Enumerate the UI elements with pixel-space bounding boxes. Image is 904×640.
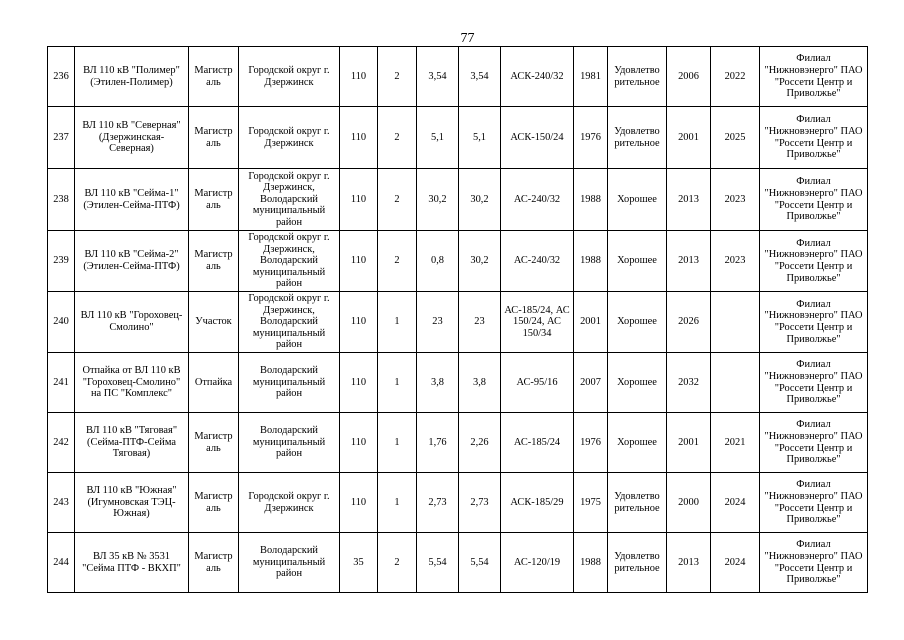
cell-type: Магистр аль — [189, 231, 239, 292]
cell-year: 2001 — [574, 292, 608, 353]
cell-num: 240 — [48, 292, 75, 353]
cell-name: ВЛ 110 кВ "Тяговая" (Сейма-ПТФ-Сейма Тяговая) — [75, 413, 189, 473]
cell-owner: Филиал "Нижновэнерго" ПАО "Россети Центр и Приволжье" — [760, 107, 868, 169]
cell-state: Хорошее — [608, 353, 667, 413]
cell-length-2: 3,54 — [459, 47, 501, 107]
cell-type: Магистр аль — [189, 169, 239, 231]
cell-name: Отпайка от ВЛ 110 кВ "Гороховец-Смолино" на ПС "Комплекс" — [75, 353, 189, 413]
cell-length-2: 2,73 — [459, 473, 501, 533]
cell-year: 1981 — [574, 47, 608, 107]
cell-voltage: 110 — [340, 413, 378, 473]
cell-year: 1988 — [574, 169, 608, 231]
cell-year-2 — [711, 292, 760, 353]
cell-length-1: 0,8 — [417, 231, 459, 292]
cell-circuits: 1 — [378, 292, 417, 353]
cell-num: 244 — [48, 533, 75, 593]
cell-location: Городской округ г. Дзержинск, Володарский муниципальный район — [239, 231, 340, 292]
cell-year-1: 2000 — [667, 473, 711, 533]
cell-year-2: 2023 — [711, 231, 760, 292]
cell-location: Володарский муниципальный район — [239, 413, 340, 473]
cell-location: Городской округ г. Дзержинск — [239, 473, 340, 533]
cell-year-2: 2023 — [711, 169, 760, 231]
cell-circuits: 2 — [378, 533, 417, 593]
cell-length-1: 3,8 — [417, 353, 459, 413]
cell-state: Удовлетво рительное — [608, 107, 667, 169]
cell-voltage: 110 — [340, 47, 378, 107]
cell-location: Городской округ г. Дзержинск, Володарский муниципальный район — [239, 169, 340, 231]
cell-length-2: 5,54 — [459, 533, 501, 593]
cell-num: 243 — [48, 473, 75, 533]
cell-circuits: 1 — [378, 353, 417, 413]
cell-owner: Филиал "Нижновэнерго" ПАО "Россети Центр и Приволжье" — [760, 473, 868, 533]
cell-circuits: 2 — [378, 47, 417, 107]
cell-num: 237 — [48, 107, 75, 169]
cell-wire: АС-95/16 — [501, 353, 574, 413]
cell-owner: Филиал "Нижновэнерго" ПАО "Россети Центр и Приволжье" — [760, 413, 868, 473]
cell-length-2: 5,1 — [459, 107, 501, 169]
cell-wire: АСК-150/24 — [501, 107, 574, 169]
cell-length-2: 3,8 — [459, 353, 501, 413]
cell-year-1: 2013 — [667, 169, 711, 231]
cell-wire: АС-185/24 — [501, 413, 574, 473]
cell-location: Городской округ г. Дзержинск — [239, 47, 340, 107]
cell-length-1: 23 — [417, 292, 459, 353]
cell-year: 1976 — [574, 107, 608, 169]
cell-year-2: 2022 — [711, 47, 760, 107]
cell-name: ВЛ 110 кВ "Южная" (Игумновская ТЭЦ-Южная) — [75, 473, 189, 533]
cell-year: 2007 — [574, 353, 608, 413]
cell-location: Городской округ г. Дзержинск — [239, 107, 340, 169]
cell-year-1: 2026 — [667, 292, 711, 353]
table-row — [48, 533, 868, 593]
cell-state: Хорошее — [608, 169, 667, 231]
table-row — [48, 473, 868, 533]
cell-year-1: 2001 — [667, 413, 711, 473]
cell-owner: Филиал "Нижновэнерго" ПАО "Россети Центр и Приволжье" — [760, 292, 868, 353]
cell-type: Магистр аль — [189, 413, 239, 473]
cell-name: ВЛ 110 кВ "Гороховец-Смолино" — [75, 292, 189, 353]
cell-voltage: 110 — [340, 169, 378, 231]
cell-type: Магистр аль — [189, 107, 239, 169]
cell-year-1: 2013 — [667, 231, 711, 292]
cell-length-2: 2,26 — [459, 413, 501, 473]
cell-voltage: 110 — [340, 292, 378, 353]
cell-year: 1975 — [574, 473, 608, 533]
cell-owner: Филиал "Нижновэнерго" ПАО "Россети Центр и Приволжье" — [760, 169, 868, 231]
cell-year-2: 2021 — [711, 413, 760, 473]
cell-state: Хорошее — [608, 292, 667, 353]
cell-owner: Филиал "Нижновэнерго" ПАО "Россети Центр и Приволжье" — [760, 533, 868, 593]
cell-year-1: 2006 — [667, 47, 711, 107]
table-row — [48, 413, 868, 473]
cell-length-1: 1,76 — [417, 413, 459, 473]
cell-location: Володарский муниципальный район — [239, 533, 340, 593]
cell-year-2: 2025 — [711, 107, 760, 169]
cell-type: Магистр аль — [189, 533, 239, 593]
cell-name: ВЛ 110 кВ "Полимер" (Этилен-Полимер) — [75, 47, 189, 107]
cell-num: 241 — [48, 353, 75, 413]
page-number: 77 — [460, 31, 475, 46]
cell-length-1: 30,2 — [417, 169, 459, 231]
table-row — [48, 169, 868, 231]
cell-type: Магистр аль — [189, 473, 239, 533]
cell-wire: АС-185/24, АС 150/24, АС 150/34 — [501, 292, 574, 353]
cell-length-1: 2,73 — [417, 473, 459, 533]
cell-name: ВЛ 110 кВ "Северная" (Дзержинская-Северная) — [75, 107, 189, 169]
table-row — [48, 353, 868, 413]
cell-location: Городской округ г. Дзержинск, Володарский муниципальный район — [239, 292, 340, 353]
cell-year-1: 2032 — [667, 353, 711, 413]
cell-name: ВЛ 35 кВ № 3531 "Сейма ПТФ - ВКХП" — [75, 533, 189, 593]
cell-year: 1988 — [574, 231, 608, 292]
cell-year-2: 2024 — [711, 533, 760, 593]
cell-owner: Филиал "Нижновэнерго" ПАО "Россети Центр и Приволжье" — [760, 231, 868, 292]
cell-length-1: 5,54 — [417, 533, 459, 593]
cell-circuits: 2 — [378, 169, 417, 231]
cell-state: Хорошее — [608, 413, 667, 473]
cell-num: 238 — [48, 169, 75, 231]
cell-voltage: 35 — [340, 533, 378, 593]
cell-length-1: 3,54 — [417, 47, 459, 107]
cell-circuits: 1 — [378, 473, 417, 533]
cell-voltage: 110 — [340, 353, 378, 413]
cell-type: Магистр аль — [189, 47, 239, 107]
cell-voltage: 110 — [340, 231, 378, 292]
table-row — [48, 47, 868, 107]
cell-state: Удовлетво рительное — [608, 533, 667, 593]
cell-year: 1988 — [574, 533, 608, 593]
cell-num: 242 — [48, 413, 75, 473]
table-row — [48, 231, 868, 292]
cell-year-2: 2024 — [711, 473, 760, 533]
cell-state: Удовлетво рительное — [608, 47, 667, 107]
table-row — [48, 107, 868, 169]
cell-voltage: 110 — [340, 107, 378, 169]
cell-wire: АСК-185/29 — [501, 473, 574, 533]
power-lines-table — [47, 46, 868, 593]
cell-type: Участок — [189, 292, 239, 353]
cell-wire: АС-240/32 — [501, 231, 574, 292]
cell-num: 236 — [48, 47, 75, 107]
cell-owner: Филиал "Нижновэнерго" ПАО "Россети Центр и Приволжье" — [760, 47, 868, 107]
cell-year-2 — [711, 353, 760, 413]
cell-length-1: 5,1 — [417, 107, 459, 169]
cell-circuits: 2 — [378, 231, 417, 292]
cell-year: 1976 — [574, 413, 608, 473]
cell-circuits: 2 — [378, 107, 417, 169]
cell-state: Хорошее — [608, 231, 667, 292]
cell-type: Отпайка — [189, 353, 239, 413]
cell-owner: Филиал "Нижновэнерго" ПАО "Россети Центр и Приволжье" — [760, 353, 868, 413]
cell-length-2: 30,2 — [459, 231, 501, 292]
cell-num: 239 — [48, 231, 75, 292]
cell-year-1: 2013 — [667, 533, 711, 593]
cell-circuits: 1 — [378, 413, 417, 473]
cell-state: Удовлетво рительное — [608, 473, 667, 533]
cell-name: ВЛ 110 кВ "Сейма-2" (Этилен-Сейма-ПТФ) — [75, 231, 189, 292]
cell-wire: АС-120/19 — [501, 533, 574, 593]
cell-wire: АСК-240/32 — [501, 47, 574, 107]
cell-name: ВЛ 110 кВ "Сейма-1" (Этилен-Сейма-ПТФ) — [75, 169, 189, 231]
cell-length-2: 30,2 — [459, 169, 501, 231]
table-row — [48, 292, 868, 353]
cell-year-1: 2001 — [667, 107, 711, 169]
cell-length-2: 23 — [459, 292, 501, 353]
cell-location: Володарский муниципальный район — [239, 353, 340, 413]
cell-wire: АС-240/32 — [501, 169, 574, 231]
cell-voltage: 110 — [340, 473, 378, 533]
